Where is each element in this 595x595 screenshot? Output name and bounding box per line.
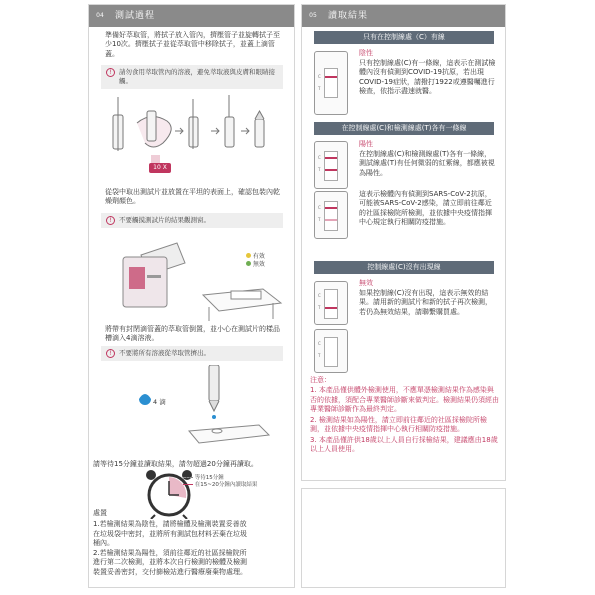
positive-text-2: 這表示檢體內有偵測到SARS-CoV-2抗原，可能被SARS-CoV-2感染，請立即前往鄰近的社區採檢院所檢測，並依據中央疫情指揮中心規定執行相關防疫措施。 [359, 190, 492, 227]
positive-bar: 在控制線處(C)和檢測線處(T)各有一條線 [314, 122, 494, 135]
caution-item: 2. 檢測結果如為陽性，請立即前往鄰近的社區採檢院所檢測，並依據中央疫情指揮中心執行相關防疫措施。 [310, 415, 487, 434]
result-window [324, 68, 338, 98]
test-line [325, 307, 337, 309]
control-line [325, 157, 337, 159]
disposal-line: 1.若檢測結果為陰性，請將檢體及檢測裝置妥善放 [93, 520, 247, 529]
negative-cassette [314, 51, 348, 115]
read-results-panel [301, 4, 506, 481]
legend-valid: 有效 [252, 253, 265, 260]
invalid-cassette-2 [314, 329, 348, 373]
invalid-text: 如果控制線(C)沒有出現，這表示無效的結果。請用新的測試片和新的拭子再次檢測，若仍為無效結果，請聯繫購買處。 [359, 289, 492, 316]
section-title: 測試過程 [115, 10, 156, 21]
result-window [324, 201, 338, 231]
dropper-illustration [129, 365, 279, 457]
section-title: 讀取結果 [328, 10, 369, 21]
note-3 [101, 346, 283, 361]
control-line [325, 76, 337, 78]
c-label: C [318, 205, 321, 210]
t-label: T [318, 353, 321, 358]
t-label: T [318, 217, 321, 222]
c-label: C [318, 155, 321, 160]
caution-item: 3. 本產品僅許供18歲以上人員自行採檢結果，建議應由18歲以上人員使用。 [310, 435, 498, 454]
note-1 [101, 65, 283, 89]
invalid-dot-icon [246, 261, 251, 266]
info-icon: ! [106, 68, 115, 77]
t-label: T [318, 305, 321, 310]
section-number: 04 [96, 11, 104, 19]
section-header [302, 5, 505, 27]
drops-label: 4 滴 [153, 398, 166, 406]
wait-line-icon [183, 477, 193, 478]
step3-text: 將帶有封閉滴管蓋的萃取管倒置，並小心在測試片的樣品槽滴入4滴溶液。 [105, 325, 280, 343]
empty-panel [301, 488, 506, 588]
note-1-text: 請勿食用萃取管內的溶液，避免萃取液與皮膚和眼睛接觸。 [119, 68, 275, 85]
positive-title: 陽性 [359, 140, 373, 148]
disposal-line: 在垃圾袋中密封，並將所有測試包材料丟棄在垃圾 [93, 529, 247, 538]
result-window [324, 151, 338, 181]
valid-dot-icon [246, 253, 251, 258]
negative-text: 只有控制線處(C)有一條線，這表示在測試檢體內沒有偵測到COVID-19抗原，若出現COVID-19症狀，請撥打1922或遵醫囑進行檢查，依指示盡速就醫。 [359, 59, 496, 96]
faint-test-line [325, 219, 337, 221]
positive-cassette-1 [314, 141, 348, 189]
c-label: C [318, 293, 321, 298]
t-label: T [318, 167, 321, 172]
info-icon: ! [106, 216, 115, 225]
invalid-cassette-1 [314, 281, 348, 325]
section-header [89, 5, 294, 27]
disposal-block [93, 509, 293, 577]
section-number: 05 [309, 11, 317, 19]
caution-block [310, 376, 500, 456]
timer-legend-2: 在15~20分鐘內讀取結果 [194, 482, 258, 489]
disposal-line: 進行第二次檢測，並將本次自行檢測的檢體及檢測 [93, 558, 247, 567]
timer-legend [183, 475, 257, 490]
pouch-illustration [111, 237, 291, 321]
ten-times-badge [149, 163, 171, 173]
info-icon: ! [106, 349, 115, 358]
negative-bar: 只有在控制線處（C）有線 [314, 31, 494, 44]
test-line [325, 169, 337, 171]
negative-title: 陰性 [359, 49, 373, 57]
disposal-title: 處置 [93, 509, 107, 517]
test-procedure-panel [88, 4, 295, 588]
timer-legend-1: 等待15分鐘 [194, 475, 224, 481]
disposal-line: 桶內。 [93, 539, 114, 548]
invalid-title: 無效 [359, 279, 373, 287]
note-2 [101, 213, 283, 228]
disposal-line: 2.若檢測結果為陽性，須前往鄰近的社區採檢院所 [93, 548, 247, 557]
result-window [324, 337, 338, 367]
caution-item: 1. 本產品僅供體外檢測使用，不應單憑檢測結果作為感染與否的依據，須配合專業醫師診斷來做判定。檢測結果仍須經由專業醫師診斷作為最終判定。 [310, 386, 499, 414]
c-label: C [318, 341, 321, 346]
note-2-text: 不要觸摸測試片的結果觀測窗。 [119, 216, 210, 224]
positive-cassette-2 [314, 191, 348, 239]
step2-text: 從袋中取出測試片並放置在平坦的表面上，確認包裝內乾燥劑顏色。 [105, 188, 280, 206]
ten-times-label: 10 X [153, 164, 167, 171]
result-window [324, 289, 338, 319]
step1-text: 準備好萃取管，將拭子放入管內，擠壓管子並旋轉拭子至少10次。擠壓拭子並從萃取管中移除拭子，並蓋上滴管蓋。 [105, 31, 280, 58]
invalid-bar: 控制線處(C)沒有出現線 [314, 261, 494, 274]
desiccant-legend [246, 253, 265, 269]
c-label: C [318, 74, 321, 79]
note-3-text: 不要將所有溶液從萃取管擠出。 [119, 349, 210, 357]
caution-title: 注意： [310, 376, 331, 384]
read-line-icon [183, 484, 193, 485]
disposal-line: 裝置妥善密封，交付篩檢站進行醫療廢棄物處理。 [93, 567, 247, 576]
legend-invalid: 無效 [252, 261, 265, 269]
swab-illustration [107, 93, 287, 171]
control-line [325, 207, 337, 209]
positive-text: 在控制線處(C)和檢測線處(T)各有一條線，測試線處(T)有任何微弱的紅紫線，都應被視為陽性。 [359, 150, 495, 177]
step4-text: 請等待15分鐘並讀取結果，請勿超過20分鐘再讀取。 [93, 460, 258, 468]
t-label: T [318, 86, 321, 91]
